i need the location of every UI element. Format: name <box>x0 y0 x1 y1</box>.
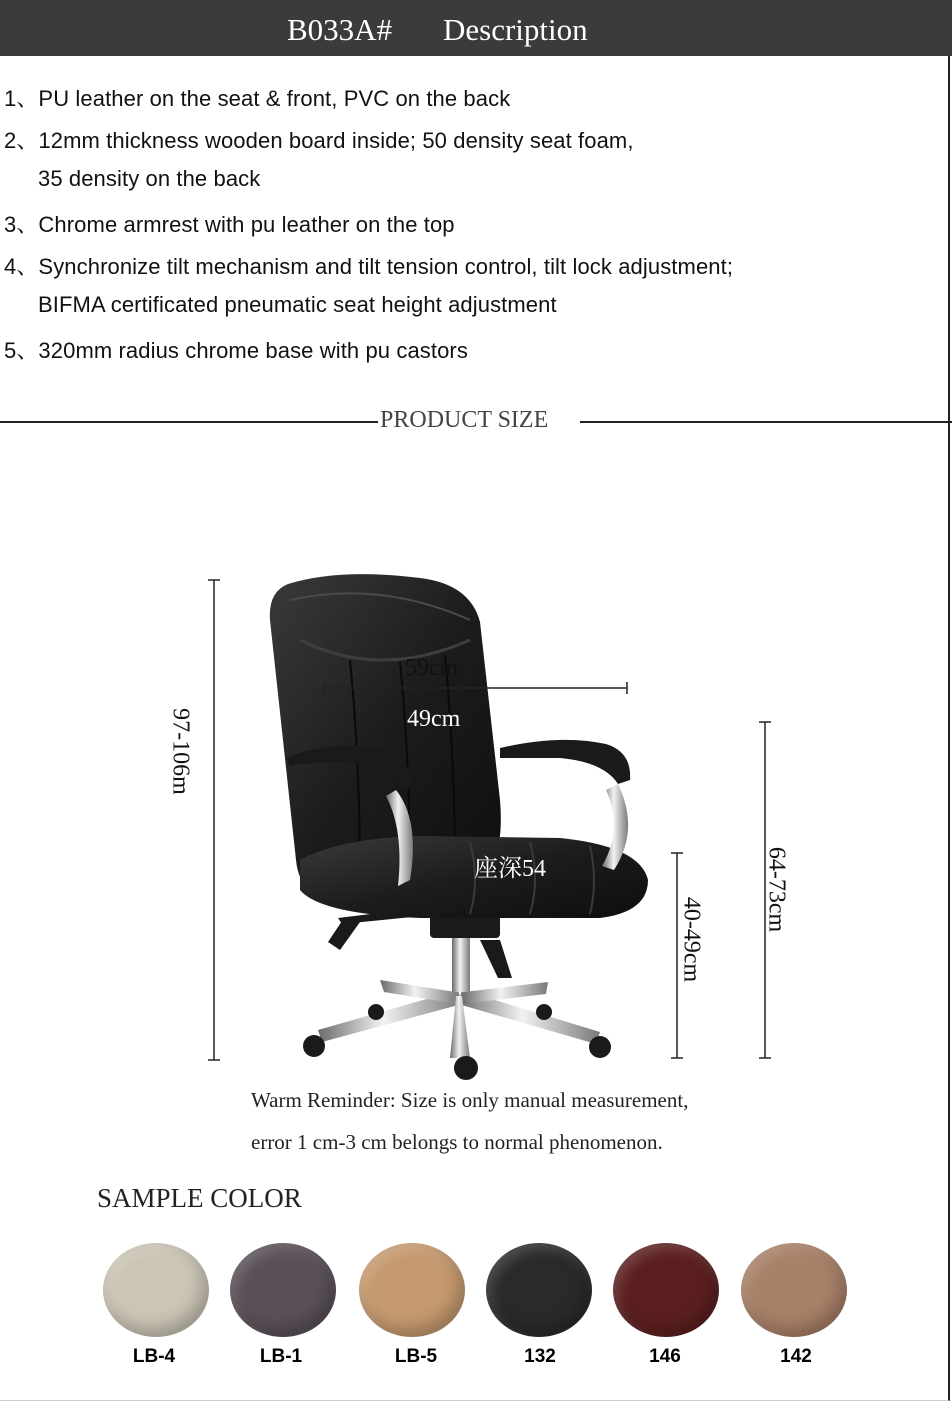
sample-color-title: SAMPLE COLOR <box>97 1183 302 1213</box>
color-swatch[interactable] <box>230 1243 336 1337</box>
color-swatch[interactable] <box>359 1243 465 1337</box>
description-line-2: 2、12mm thickness wooden board inside; 50 density seat foam, <box>4 128 634 153</box>
dim-overall-width: 59cm <box>405 655 459 681</box>
color-swatch[interactable] <box>741 1243 847 1337</box>
description-line-5: 5、320mm radius chrome base with pu castors <box>4 338 468 363</box>
model-number: B033A# <box>287 12 393 47</box>
dim-arm-height: 64-73cm <box>763 846 790 933</box>
color-swatch[interactable] <box>613 1243 719 1337</box>
swatch-label: LB-1 <box>259 1346 303 1367</box>
swatch-label: LB-5 <box>394 1346 438 1367</box>
description-line-4: 4、Synchronize tilt mechanism and tilt tension control, tilt lock adjustment; <box>4 254 734 279</box>
description-line-4-cont: BIFMA certificated pneumatic seat height adjustment <box>38 292 557 317</box>
reminder-line-1: Warm Reminder: Size is only manual measurement, <box>251 1088 689 1112</box>
swatch-label: 132 <box>524 1346 556 1367</box>
swatch-label: 146 <box>649 1346 681 1367</box>
dim-seat-width: 49cm <box>407 706 461 732</box>
reminder-line-2: error 1 cm-3 cm belongs to normal phenomenon. <box>251 1130 663 1154</box>
swatch-label: 142 <box>780 1346 812 1367</box>
description-line-2-cont: 35 density on the back <box>38 166 261 191</box>
header-title: Description <box>443 12 588 47</box>
description-line-3: 3、Chrome armrest with pu leather on the top <box>4 212 455 237</box>
chair-base-icon <box>303 908 611 1080</box>
color-swatch[interactable] <box>486 1243 592 1337</box>
section-title-product-size: PRODUCT SIZE <box>380 407 549 433</box>
color-swatch[interactable] <box>103 1243 209 1337</box>
swatch-label: LB-4 <box>132 1346 176 1367</box>
dim-seat-height: 40-49cm <box>678 896 705 983</box>
dim-seat-depth: 座深54 <box>474 856 546 882</box>
description-line-1: 1、PU leather on the seat & front, PVC on the back <box>4 86 511 111</box>
dim-overall-height: 97-106m <box>167 708 194 795</box>
